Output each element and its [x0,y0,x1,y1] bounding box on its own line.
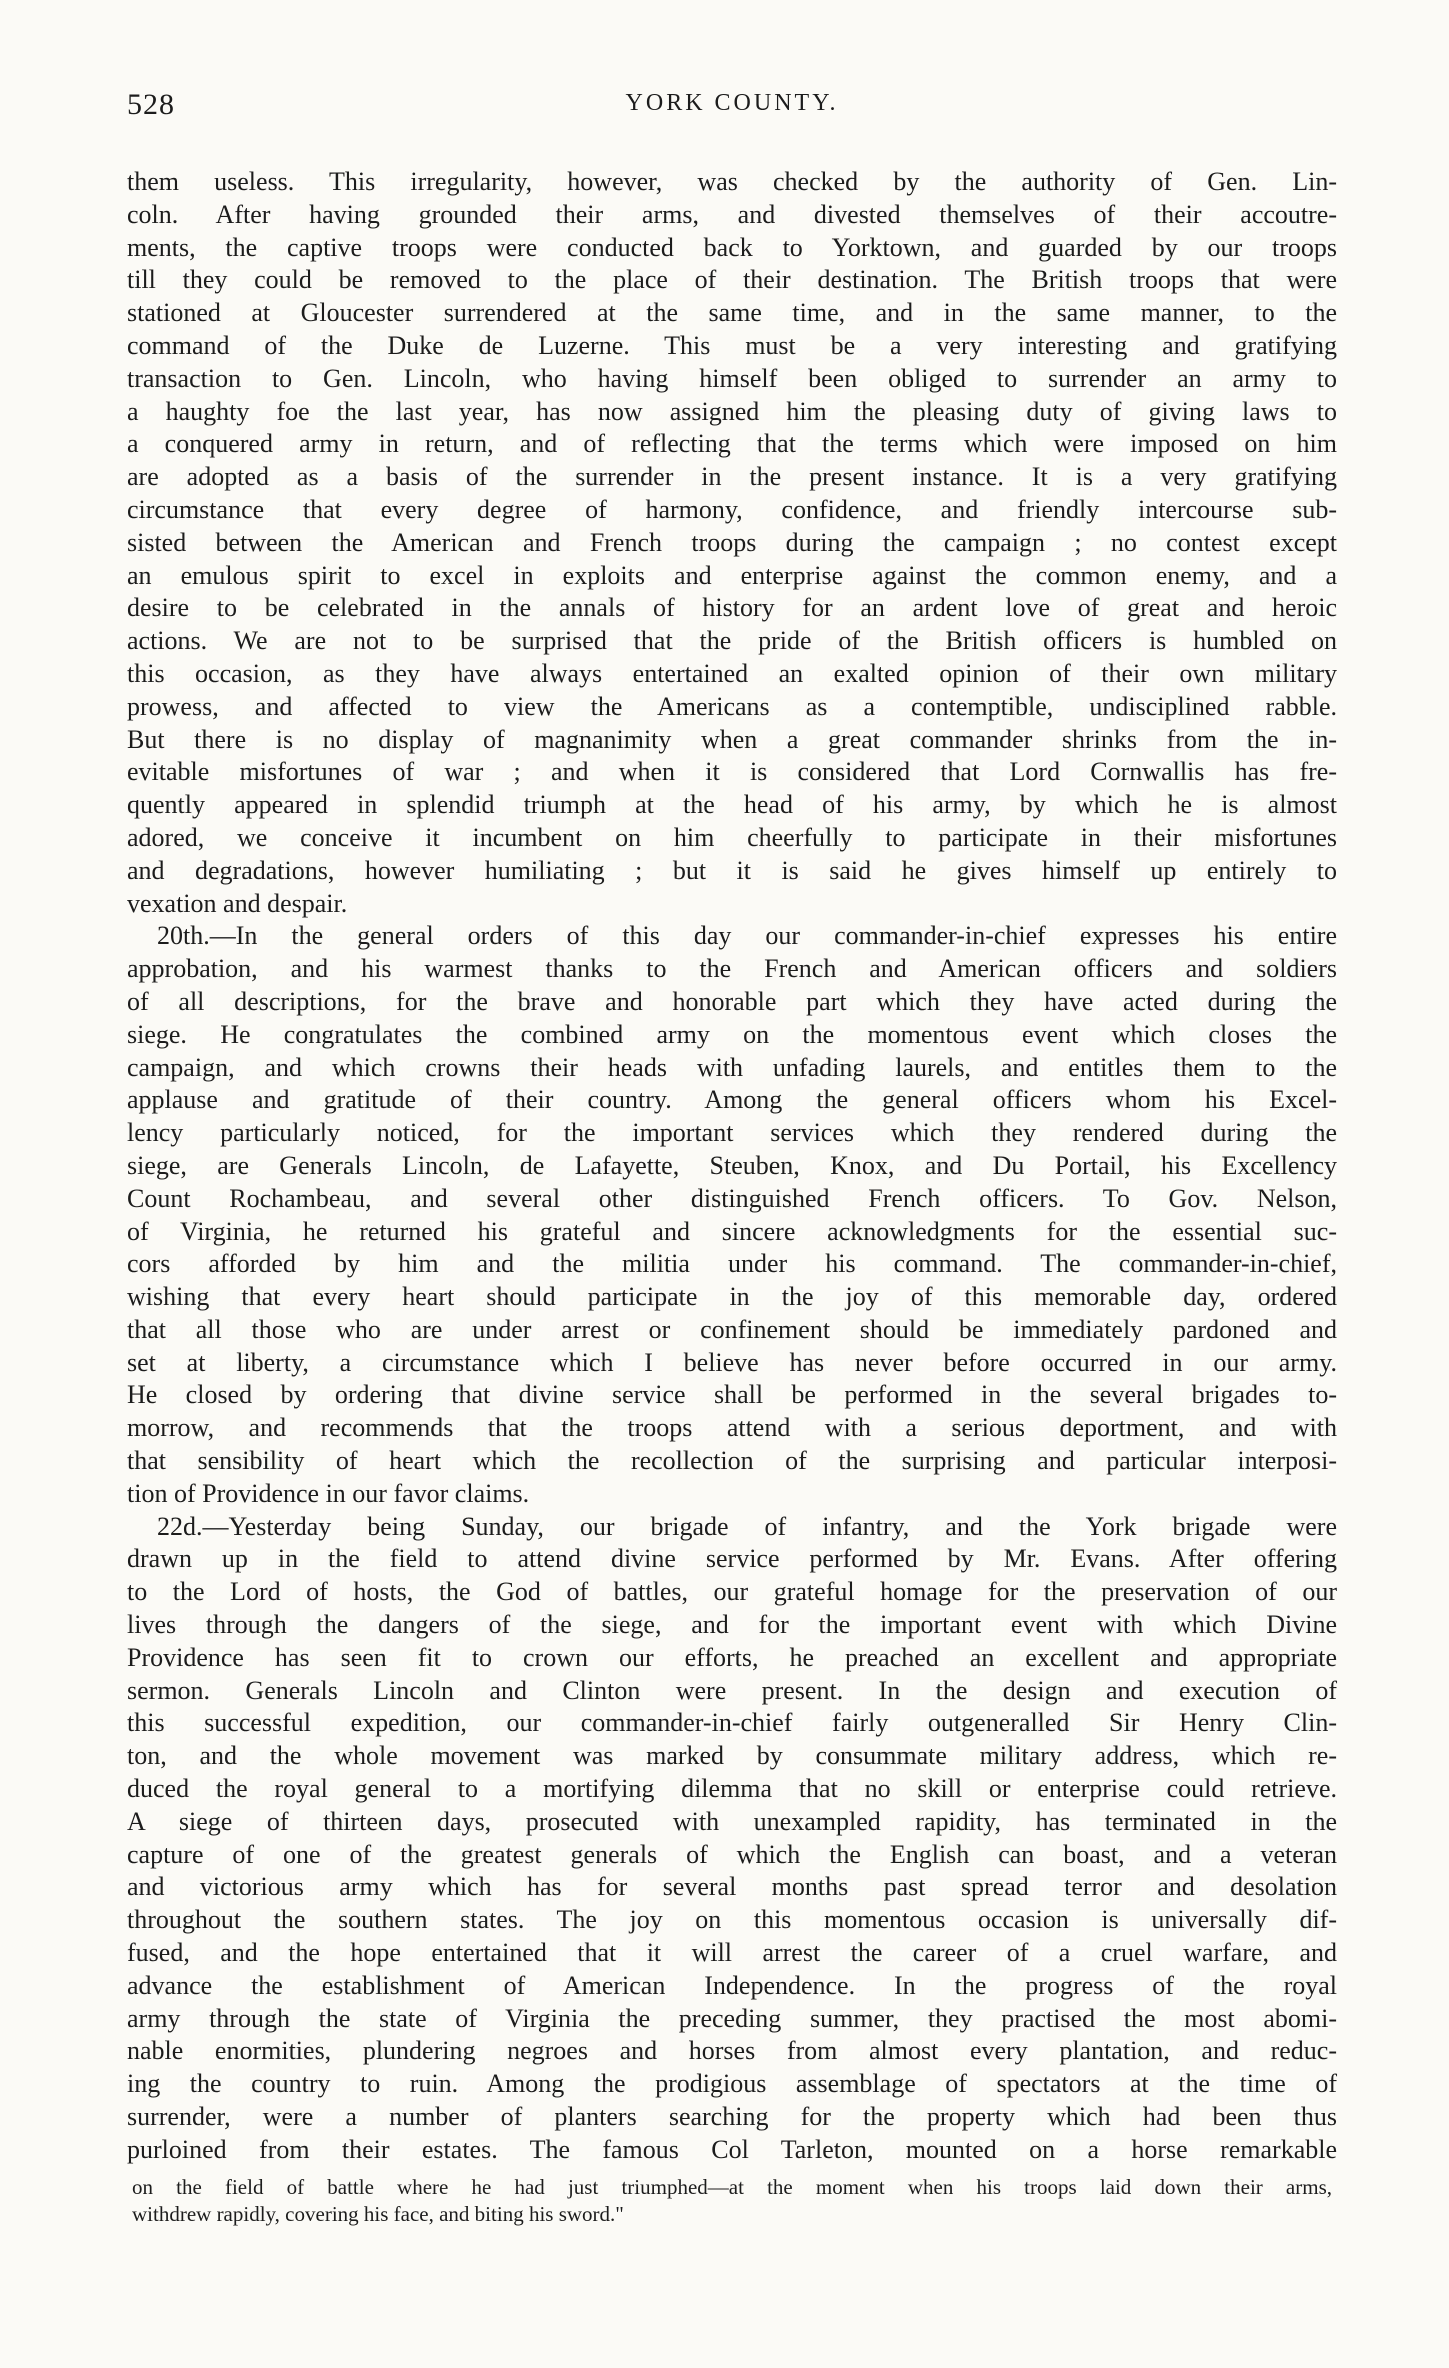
body-line: duced the royal general to a mortifying dilemma that no skill or enterprise could retrieve. [127,1774,1337,1804]
body-line: actions. We are not to be surprised that the pride of the British officers is humbled on [127,626,1337,656]
dated-entry-22d: 22d.—Yesterday being Sunday, our brigade of infantry, and the York brigade were [157,1511,1337,1541]
paragraph-end-line: tion of Providence in our favor claims. [127,1478,530,1508]
body-line: and degradations, however humiliating ; but it is said he gives himself up entirely to [127,855,1337,885]
dated-entry-20th: 20th.—In the general orders of this day our commander-in-chief expresses his entire [157,921,1337,951]
body-line: wishing that every heart should participate in the joy of this memorable day, ordered [127,1282,1337,1312]
body-line: a conquered army in return, and of reflecting that the terms which were imposed on him [127,429,1337,459]
footnote [132,2174,1332,2228]
body-line: set at liberty, a circumstance which I believe has never before occurred in our army. [127,1347,1337,1377]
body-line: throughout the southern states. The joy on this momentous occasion is universally dif- [127,1905,1337,1935]
body-line: them useless. This irregularity, however, was checked by the authority of Gen. Lin- [127,167,1337,196]
body-line: ing the country to ruin. Among the prodigious assemblage of spectators at the time of [127,2069,1337,2099]
body-line: prowess, and affected to view the Americans as a contemptible, undisciplined rabble. [127,691,1337,721]
body-line: sermon. Generals Lincoln and Clinton were present. In the design and execution of [127,1675,1337,1705]
body-line: cors afforded by him and the militia under his command. The commander-in-chief, [127,1249,1337,1279]
page-number: 528 [127,88,175,121]
body-line: quently appeared in splendid triumph at the head of his army, by which he is almost [127,790,1337,820]
body-line: approbation, and his warmest thanks to the French and American officers and soldiers [127,954,1337,984]
body-line: siege. He congratulates the combined army on the momentous event which closes the [127,1019,1337,1049]
body-line: drawn up in the field to attend divine service performed by Mr. Evans. After offering [127,1544,1337,1574]
body-line: of all descriptions, for the brave and honorable part which they have acted during the [127,986,1337,1016]
body-line: adored, we conceive it incumbent on him cheerfully to participate in their misfortunes [127,822,1337,852]
body-line: a haughty foe the last year, has now assigned him the pleasing duty of giving laws to [127,396,1337,426]
body-line: siege, are Generals Lincoln, de Lafayette, Steuben, Knox, and Du Portail, his Excellency [127,1150,1337,1180]
body-line: command of the Duke de Luzerne. This must be a very interesting and gratifying [127,330,1337,360]
footnote-line: on the field of battle where he had just triumphed—at the moment when his troops laid down their arms, [132,2175,1332,2199]
body-line: He closed by ordering that divine service shall be performed in the several brigades to- [127,1380,1337,1410]
body-line: of Virginia, he returned his grateful and sincere acknowledgments for the essential suc- [127,1216,1337,1246]
body-line: to the Lord of hosts, the God of battles, our grateful homage for the preservation of our [127,1577,1337,1607]
body-line: evitable misfortunes of war ; and when it is considered that Lord Cornwallis has fre- [127,757,1337,787]
body-line: stationed at Gloucester surrendered at the same time, and in the same manner, to the [127,298,1337,328]
body-line: campaign, and which crowns their heads with unfading laurels, and entitles them to the [127,1052,1337,1082]
body-line: and victorious army which has for several months past spread terror and desolation [127,1872,1337,1902]
body-text [127,166,1337,2167]
body-line: A siege of thirteen days, prosecuted with unexampled rapidity, has terminated in the [127,1806,1337,1836]
body-line: that all those who are under arrest or confinement should be immediately pardoned and [127,1314,1337,1344]
body-line: an emulous spirit to excel in exploits and enterprise against the common enemy, and a [127,560,1337,590]
running-head: YORK COUNTY. [625,90,839,116]
body-line: morrow, and recommends that the troops attend with a serious deportment, and with [127,1413,1337,1443]
body-line: that sensibility of heart which the recollection of the surprising and particular interposi- [127,1446,1337,1476]
body-line: are adopted as a basis of the surrender in the present instance. It is a very gratifying [127,462,1337,492]
body-line: this occasion, as they have always entertained an exalted opinion of their own military [127,658,1337,688]
body-line: army through the state of Virginia the preceding summer, they practised the most abomi- [127,2003,1337,2033]
body-line: advance the establishment of American Independence. In the progress of the royal [127,1970,1337,2000]
body-line: fused, and the hope entertained that it will arrest the career of a cruel warfare, and [127,1938,1337,1968]
footnote-line: withdrew rapidly, covering his face, and biting his sword." [132,2202,624,2226]
body-line: sisted between the American and French troops during the campaign ; no contest except [127,527,1337,557]
body-line: desire to be celebrated in the annals of history for an ardent love of great and heroic [127,593,1337,623]
body-line: ments, the captive troops were conducted back to Yorktown, and guarded by our troops [127,232,1337,262]
body-line: applause and gratitude of their country. Among the general officers whom his Excel- [127,1085,1337,1115]
body-line: lives through the dangers of the siege, and for the important event with which Divine [127,1610,1337,1640]
body-line: Providence has seen fit to crown our efforts, he preached an excellent and appropriate [127,1642,1337,1672]
body-line: till they could be removed to the place of their destination. The British troops that were [127,265,1337,295]
body-line: surrender, were a number of planters searching for the property which had been thus [127,2102,1337,2132]
body-line: transaction to Gen. Lincoln, who having himself been obliged to surrender an army to [127,363,1337,393]
body-line: But there is no display of magnanimity when a great commander shrinks from the in- [127,724,1337,754]
body-line: Count Rochambeau, and several other distinguished French officers. To Gov. Nelson, [127,1183,1337,1213]
body-line: circumstance that every degree of harmony, confidence, and friendly intercourse sub- [127,494,1337,524]
body-line: ton, and the whole movement was marked by consummate military address, which re- [127,1741,1337,1771]
body-line: purloined from their estates. The famous Col Tarleton, mounted on a horse remarkable [127,2134,1337,2164]
body-line: this successful expedition, our commander-in-chief fairly outgeneralled Sir Henry Clin- [127,1708,1337,1738]
body-line: capture of one of the greatest generals of which the English can boast, and a veteran [127,1839,1337,1869]
paragraph-end-line: vexation and despair. [127,888,348,918]
body-line: coln. After having grounded their arms, and divested themselves of their accoutre- [127,199,1337,229]
body-line: nable enormities, plundering negroes and horses from almost every plantation, and reduc- [127,2036,1337,2066]
page-header [127,88,1337,128]
body-line: lency particularly noticed, for the important services which they rendered during the [127,1118,1337,1148]
